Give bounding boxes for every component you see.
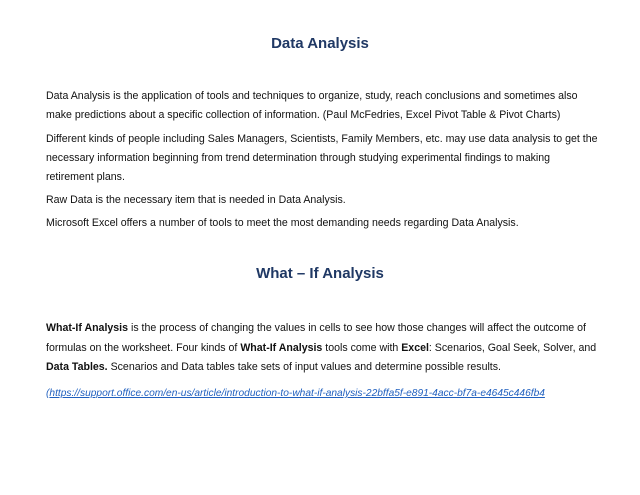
- para5-line3: [46, 361, 501, 374]
- text: is the process of changing the values in cells to see how those changes will affect the outcome of: [128, 322, 586, 334]
- text: tools come with: [322, 342, 402, 354]
- para1-line2: make predictions about a specific collection of information. (Paul McFedries, Excel Pivot Table & Pivot Charts): [46, 109, 561, 121]
- reference-link[interactable]: https://support.office.com/en-us/article/introduction-to-what-if-analysis-22bffa5f-e891-4acc-bf7a-e4645c446fb4: [49, 388, 545, 399]
- para3: Raw Data is the necessary item that is needed in Data Analysis.: [46, 194, 346, 206]
- para5-line1: [46, 322, 586, 335]
- heading-what-if-analysis: What – If Analysis: [256, 265, 384, 282]
- heading-data-analysis: Data Analysis: [271, 35, 369, 52]
- para2-line2: necessary information beginning from trend determination through studying experimental findings to making: [46, 152, 551, 164]
- bold-term: What-If Analysis: [240, 342, 323, 354]
- para2-line1: Different kinds of people including Sales Managers, Scientists, Family Members, etc. may use data analysis to get the: [46, 133, 598, 145]
- bold-term: Data Tables.: [46, 361, 108, 373]
- para5-line2: [46, 342, 596, 355]
- text: Scenarios and Data tables take sets of input values and determine possible results.: [107, 361, 501, 373]
- text: formulas on the worksheet. Four kinds of: [46, 342, 241, 354]
- para4: Microsoft Excel offers a number of tools to meet the most demanding needs regarding Data Analysis.: [46, 217, 519, 229]
- text: : Scenarios, Goal Seek, Solver, and: [428, 342, 597, 354]
- bold-term: Excel: [401, 342, 429, 354]
- reference-line: [46, 387, 545, 400]
- bold-term: What-If Analysis: [46, 322, 129, 334]
- para2-line3: retirement plans.: [46, 171, 125, 183]
- open-paren: (: [46, 388, 50, 399]
- para1-line1: Data Analysis is the application of tools and techniques to organize, study, reach conclusions and sometimes also: [46, 90, 578, 102]
